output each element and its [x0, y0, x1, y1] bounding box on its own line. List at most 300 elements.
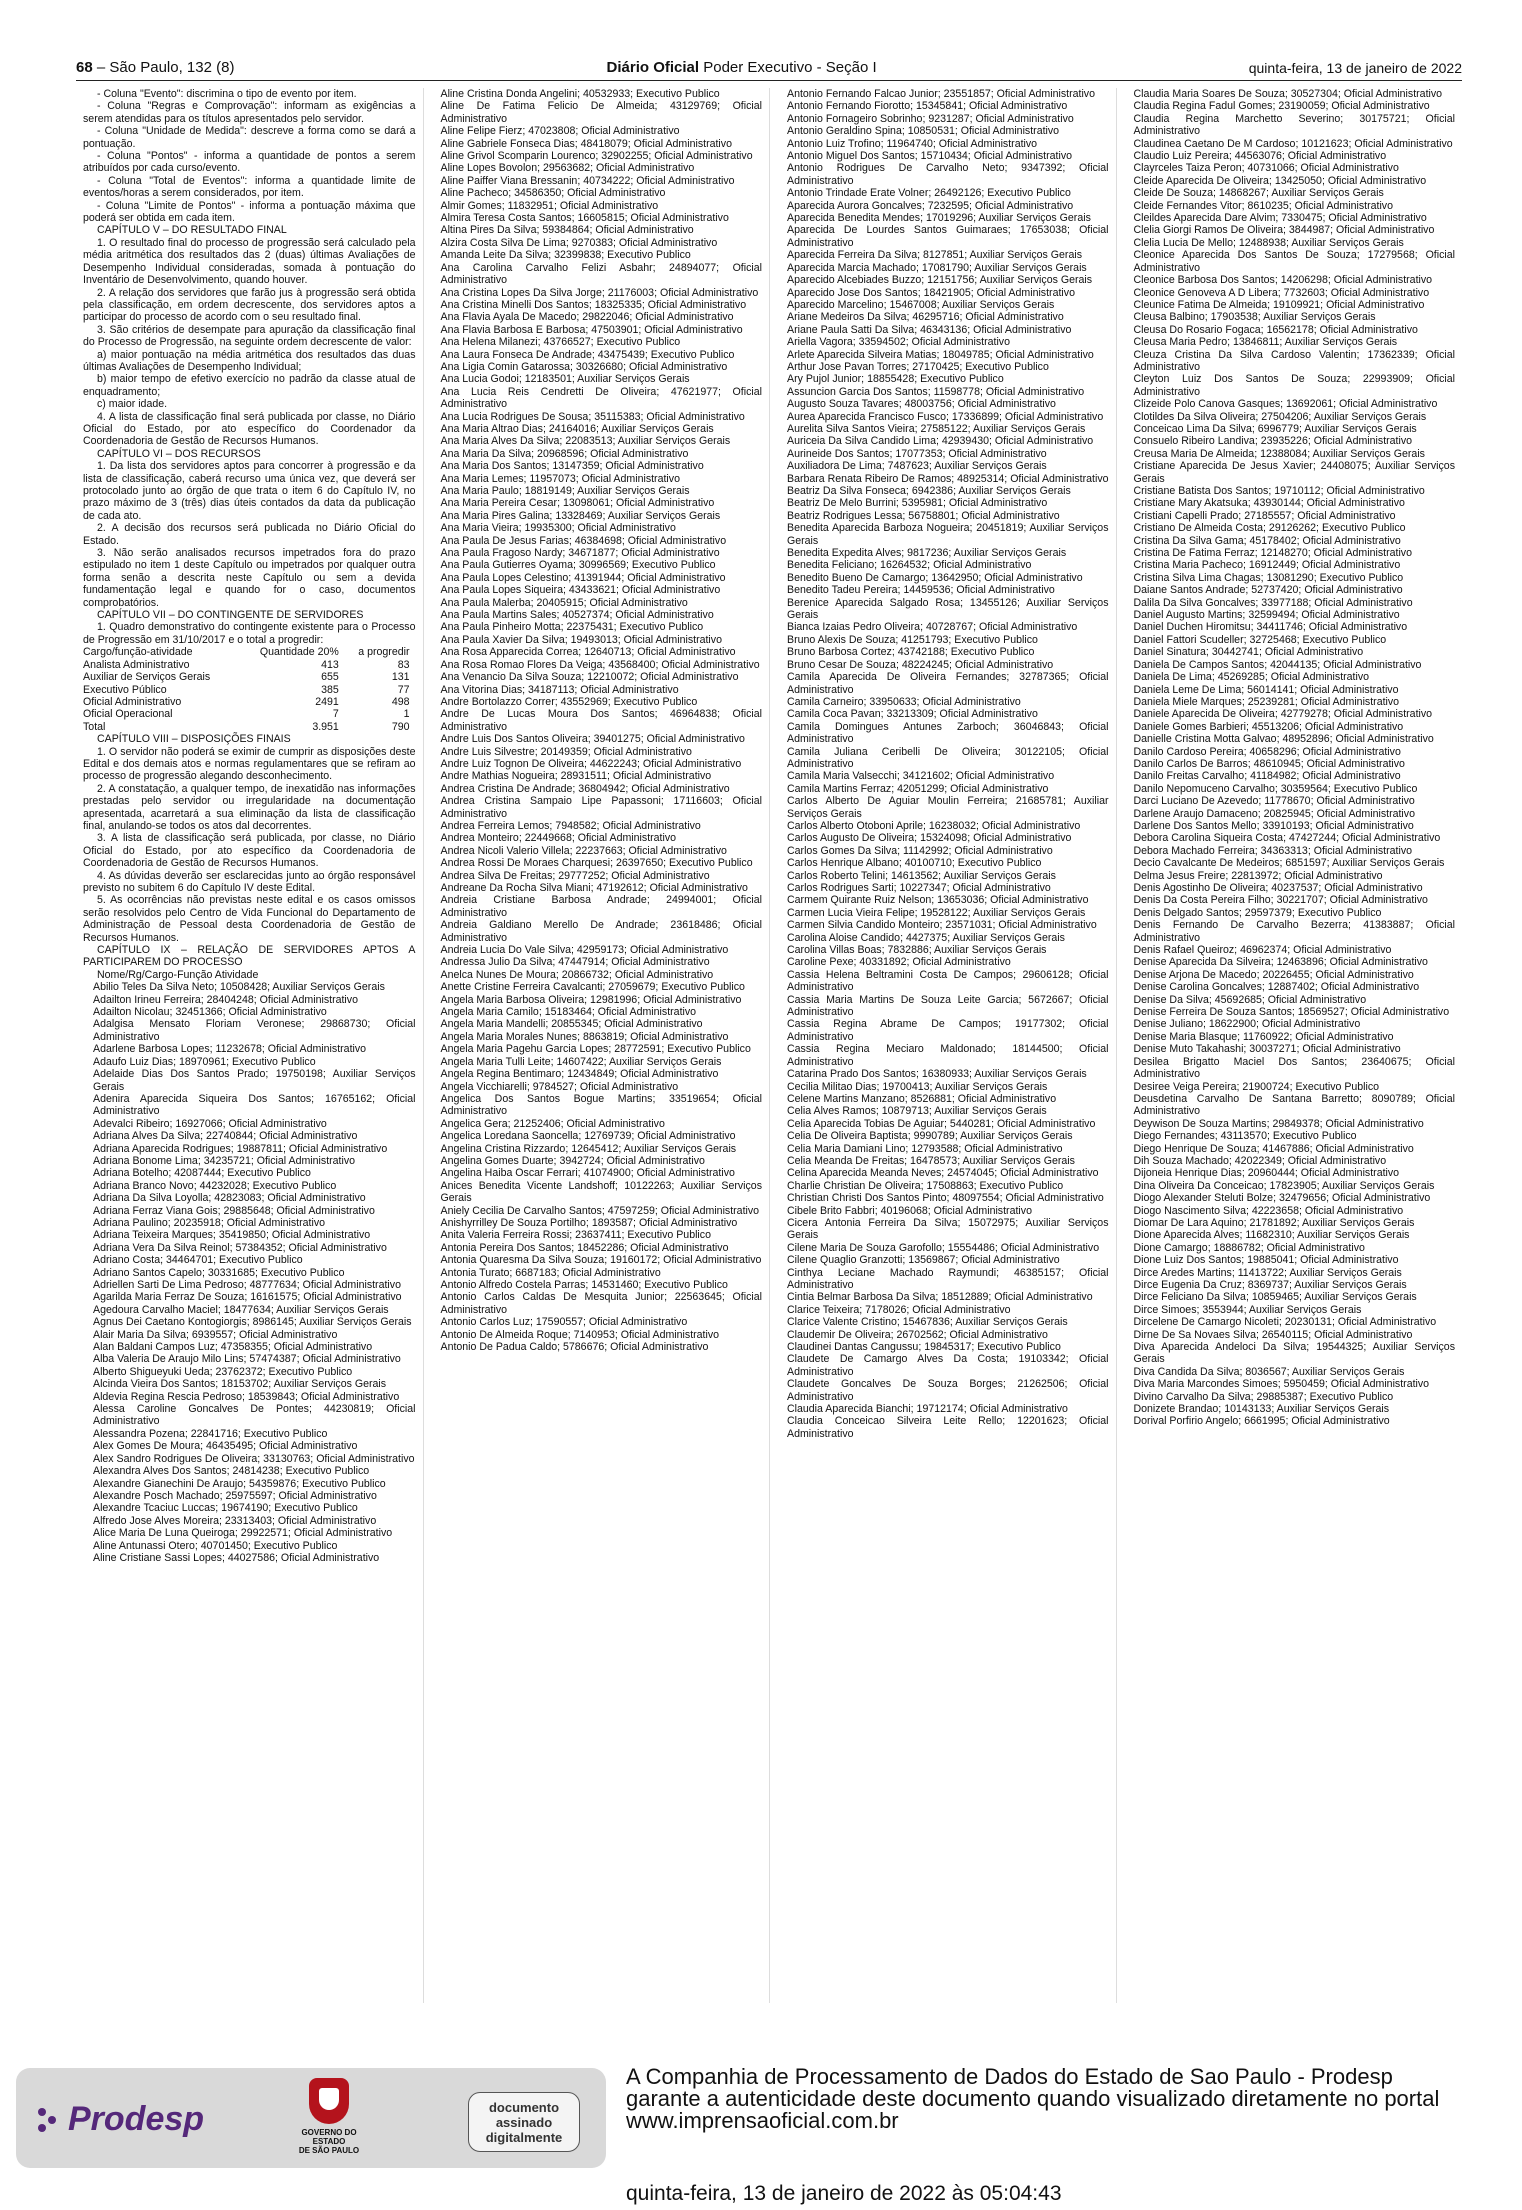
journal-title: Diário Oficial Poder Executivo - Seção I [606, 59, 877, 76]
edital-paragraph: 3. Não serão analisados recursos impetrados fora do prazo estipulado no item 1 deste Capítulo ou impetrados por qualquer outra forma senão a descrita neste Capítulo ou sem a devida fundamentação legal e quando for o caso, documentos comprobatórios. [83, 547, 416, 609]
list-item: Carlos Alberto De Aguiar Moulin Ferreira; 21685781; Auxiliar Serviços Gerais [787, 795, 1109, 820]
list-item: Angelica Loredana Saoncella; 12769739; Oficial Administrativo [440, 1130, 736, 1143]
list-item: Camila Coca Pavan; 33213309; Oficial Administrativo [787, 708, 1038, 721]
list-item: Celia Alves Ramos; 10879713; Auxiliar Serviços Gerais [787, 1105, 1047, 1118]
list-item: Alfredo Jose Alves Moreira; 23313403; Oficial Administrativo [93, 1514, 377, 1527]
list-item: Cleunice Fatima De Almeida; 19109921; Oficial Administrativo [1133, 298, 1425, 311]
list-item: Diogo Alexander Steluti Bolze; 32479656; Oficial Administrativo [1133, 1192, 1431, 1205]
page-number: 68 – São Paulo, 132 (8) [76, 59, 235, 76]
list-item: Assuncion Garcia Dos Santos; 11598778; Oficial Administrativo [787, 385, 1085, 398]
list-item: Cleonice Aparecida Dos Santos De Souza; 17279568; Oficial Administrativo [1133, 249, 1455, 274]
list-item: Adriana Vera Da Silva Reinol; 57384352; Oficial Administrativo [93, 1241, 387, 1254]
list-item: Claudia Conceicao Silveira Leite Rello; 12201623; Oficial Administrativo [787, 1415, 1109, 1440]
list-item: Adriellen Sarti De Lima Pedroso; 48777634; Oficial Administrativo [93, 1279, 401, 1291]
list-item: Denise Juliano; 18622900; Oficial Administrativo [1133, 1018, 1361, 1031]
list-item: Celia De Oliveira Baptista; 9990789; Auxiliar Serviços Gerais [787, 1130, 1073, 1143]
table-cell: 498 [391, 695, 410, 708]
list-item: Alan Baldani Campos Luz; 47358355; Oficial Administrativo [93, 1341, 373, 1354]
list-item: Aparecida Ferreira Da Silva; 8127851; Auxiliar Serviços Gerais [787, 249, 1082, 262]
list-item: Consuelo Ribeiro Landiva; 23935226; Oficial Administrativo [1133, 435, 1413, 448]
list-item: Ana Maria Da Silva; 20968596; Oficial Administrativo [440, 447, 689, 460]
list-item: Adalgisa Mensato Floriam Veronese; 29868730; Oficial Administrativo [93, 1018, 416, 1043]
list-item: Adenira Aparecida Siqueira Dos Santos; 16765162; Oficial Administrativo [93, 1092, 416, 1118]
gov-label: DE SÃO PAULO [298, 2146, 360, 2155]
list-item: Daiane Santos Andrade; 52737420; Oficial Administrativo [1133, 584, 1403, 597]
contingent-table [83, 646, 416, 733]
list-item: Anelca Nunes De Moura; 20866732; Oficial Administrativo [440, 968, 714, 981]
list-item: Alexandre Gianechini De Araujo; 54359876; Executivo Publico [93, 1477, 386, 1490]
table-cell: 655 [321, 671, 339, 684]
list-item: Agnus Dei Caetano Kontogiorgis; 8986145; Auxiliar Serviços Gerais [93, 1316, 412, 1329]
list-item: Dirce Feliciano Da Silva; 10859465; Auxiliar Serviços Gerais [1133, 1291, 1417, 1304]
list-item: Cilene Quaglio Granzotti; 13569867; Oficial Administrativo [787, 1254, 1060, 1267]
list-item: Carlos Roberto Telini; 14613562; Auxiliar Serviços Gerais [787, 869, 1056, 882]
list-item: Ana Paula Malerba; 20405915; Oficial Administrativo [440, 596, 688, 609]
list-item: Berenice Aparecida Salgado Rosa; 13455126; Auxiliar Serviços Gerais [787, 596, 1109, 622]
list-item: Denise Ferreira De Souza Santos; 18569527; Oficial Administrativo [1133, 1006, 1450, 1019]
list-item: Anices Benedita Vicente Landshoff; 10122263; Auxiliar Serviços Gerais [440, 1179, 762, 1205]
table-cell: Oficial Administrativo [83, 695, 182, 708]
list-item: Cleide Aparecida De Oliveira; 13425050; Oficial Administrativo [1133, 174, 1427, 187]
list-item: Denise Carolina Goncalves; 12887402; Oficial Administrativo [1133, 981, 1420, 994]
list-item: Cassia Maria Martins De Souza Leite Garcia; 5672667; Oficial Administrativo [787, 993, 1109, 1019]
list-item: Alzira Costa Silva De Lima; 9270383; Oficial Administrativo [440, 236, 718, 249]
list-item: Antonio De Padua Caldo; 5786676; Oficial Administrativo [440, 1341, 709, 1354]
list-item: Denis Agostinho De Oliveira; 40237537; Oficial Administrativo [1133, 882, 1423, 894]
list-item: Claudete De Camargo Alves Da Costa; 19103342; Oficial Administrativo [787, 1353, 1109, 1378]
list-item: Dorival Porfirio Angelo; 6661995; Oficial Administrativo [1133, 1415, 1390, 1428]
list-item: Dirce Simoes; 3553944; Auxiliar Serviços Gerais [1133, 1303, 1362, 1316]
list-item: Anette Cristine Ferreira Cavalcanti; 27059679; Executivo Publico [440, 981, 745, 994]
edital-paragraph: 1. Da lista dos servidores aptos para concorrer à progressão e da lista de classificação, caberá recurso uma única vez, que deverá ser protocolado junto ao órgão de que trata o item 6 do Capítulo IV, no prazo máximo de 3 (três) dias úteis contados da data da publicação de cada ato. [83, 460, 416, 522]
list-item: Aline Felipe Fierz; 47023808; Oficial Administrativo [440, 125, 680, 138]
list-item: Denis Fernando De Carvalho Bezerra; 41383887; Oficial Administrativo [1133, 919, 1455, 944]
list-item: Alessandra Pozena; 22841716; Executivo Publico [93, 1427, 328, 1440]
edital-paragraph: a) maior pontuação na média aritmética dos resultados das duas últimas Avaliações de Desempenho Individual; [83, 348, 416, 373]
list-item: Danilo Cardoso Pereira; 40658296; Oficial Administrativo [1133, 745, 1401, 758]
list-item: Dijoneia Henrique Dias; 20960444; Oficial Administrativo [1133, 1167, 1400, 1180]
table-cell: 1 [403, 708, 410, 721]
list-item: Claudia Regina Fadul Gomes; 23190059; Oficial Administrativo [1133, 100, 1430, 113]
list-item: Adriana Alves Da Silva; 22740844; Oficial Administrativo [93, 1130, 358, 1143]
list-item: Aparecida Marcia Machado; 17081790; Auxiliar Serviços Gerais [787, 261, 1087, 274]
prodesp-logo [38, 2100, 204, 2139]
list-item: Dih Souza Machado; 42022349; Oficial Administrativo [1133, 1154, 1387, 1167]
list-item: Ana Maria Lemes; 11957073; Oficial Administrativo [440, 472, 680, 485]
list-item: Alessa Caroline Goncalves De Pontes; 44230819; Oficial Administrativo [93, 1403, 416, 1428]
list-item: Dione Luiz Dos Santos; 19885041; Oficial Administrativo [1133, 1254, 1399, 1267]
list-item: Dione Aparecida Alves; 11682310; Auxiliar Serviços Gerais [1133, 1229, 1410, 1242]
list-item: Angela Maria Barbosa Oliveira; 12981996; Oficial Administrativo [440, 993, 742, 1006]
edital-paragraph: 2. A decisão dos recursos será publicada no Diário Oficial do Estado. [83, 522, 416, 547]
list-item: Daniela Leme De Lima; 56014141; Oficial Administrativo [1133, 683, 1399, 696]
list-item: Andressa Julio Da Silva; 47447914; Oficial Administrativo [440, 956, 710, 969]
table-row [83, 721, 416, 733]
list-item: Daniel Sinatura; 30442741; Oficial Administrativo [1133, 646, 1364, 659]
list-item: Angela Vicchiarelli; 9784527; Oficial Administrativo [440, 1080, 679, 1093]
list-item: Carlos Rodrigues Sarti; 10227347; Oficial Administrativo [787, 882, 1051, 894]
list-item: Andre Mathias Nogueira; 28931511; Oficial Administrativo [440, 770, 712, 783]
list-item: Aline Gabriele Fonseca Dias; 48418079; Oficial Administrativo [440, 137, 732, 150]
list-item: Conceicao Lima Da Silva; 6996779; Auxiliar Serviços Gerais [1133, 422, 1417, 435]
table-cell: 7 [332, 708, 339, 721]
list-item: Darlene Dos Santos Mello; 33910193; Oficial Administrativo [1133, 819, 1414, 832]
list-item: Ana Flavia Ayala De Macedo; 29822046; Oficial Administrativo [440, 311, 734, 324]
list-item: Augusto Souza Tavares; 48003756; Oficial Administrativo [787, 398, 1056, 411]
list-item: Andre Luis Silvestre; 20149359; Oficial Administrativo [440, 745, 692, 758]
edital-paragraph: - Coluna "Total de Eventos": informa a quantidade limite de eventos/horas a serem considerados, por item. [83, 174, 416, 200]
list-item: Danielle Cristina Motta Galvao; 48952896; Oficial Administrativo [1133, 733, 1434, 746]
list-item: Ana Paula Xavier Da Silva; 19493013; Oficial Administrativo [440, 633, 722, 646]
list-item: Adriana Branco Novo; 44232028; Executivo Publico [93, 1179, 337, 1192]
list-item: Donizete Brandao; 10143133; Auxiliar Serviços Gerais [1133, 1403, 1390, 1416]
list-item: Dina Oliveira Da Conceicao; 17823905; Auxiliar Serviços Gerais [1133, 1179, 1435, 1192]
list-item: Auxiliadora De Lima; 7487623; Auxiliar Serviços Gerais [787, 460, 1047, 473]
list-item: Antonia Quaresma Da Silva Souza; 19160172; Oficial Administrativo [440, 1254, 762, 1267]
sao-paulo-seal-icon [309, 2078, 349, 2124]
page-header [76, 50, 1462, 76]
table-cell: 385 [321, 683, 339, 696]
digital-signature-stamp: documento assinado digitalmente [468, 2092, 580, 2152]
list-item: Aparecido Jose Dos Santos; 18421905; Oficial Administrativo [787, 286, 1075, 299]
list-item: Ana Laura Fonseca De Andrade; 43475439; Executivo Publico [440, 348, 735, 361]
list-item: Abilio Teles Da Silva Neto; 10508428; Auxiliar Serviços Gerais [93, 981, 385, 994]
list-item: Bruno Barbosa Cortez; 43742188; Executivo Publico [787, 646, 1035, 659]
list-item: Adaufo Luiz Dias; 18970961; Executivo Publico [93, 1055, 316, 1068]
list-item: Ana Paula Fragoso Nardy; 34671877; Oficial Administrativo [440, 547, 720, 560]
list-item: Angelina Gomes Duarte; 3942724; Oficial Administrativo [440, 1154, 705, 1167]
table-cell: Total [83, 720, 106, 733]
list-item: Dalila Da Silva Goncalves; 33977188; Oficial Administrativo [1133, 596, 1413, 609]
list-item: Cristiane Batista Dos Santos; 19710112; Oficial Administrativo [1133, 485, 1425, 497]
list-item: Andrea Rossi De Moraes Charquesi; 26397650; Executivo Publico [440, 857, 753, 870]
edital-paragraph: CAPÍTULO VIII – DISPOSIÇÕES FINAIS [97, 733, 291, 746]
list-item: Carlos Gomes Da Silva; 11142992; Oficial Administrativo [787, 844, 1053, 857]
list-item: Darci Luciano De Azevedo; 11778670; Oficial Administrativo [1133, 795, 1415, 808]
list-item: Ana Lucia Rodrigues De Sousa; 35115383; Oficial Administrativo [440, 410, 745, 423]
list-item: Denise Muto Takahashi; 30037271; Oficial Administrativo [1133, 1043, 1401, 1056]
list-item: Clelia Giorgi Ramos De Oliveira; 3844987; Oficial Administrativo [1133, 224, 1435, 237]
list-item: Angelina Cristina Rizzardo; 12645412; Auxiliar Serviços Gerais [440, 1142, 737, 1155]
list-item: Cristina De Fatima Ferraz; 12148270; Oficial Administrativo [1133, 547, 1412, 560]
list-item: Ana Maria Pereira Cesar; 13098061; Oficial Administrativo [440, 497, 715, 510]
gov-label: GOVERNO DO ESTADO [301, 2128, 357, 2146]
list-item: Ary Pujol Junior; 18855428; Executivo Publico [787, 373, 1004, 386]
list-item: Alex Sandro Rodrigues De Oliveira; 33130763; Oficial Administrativo [93, 1452, 415, 1465]
issue-date: quinta-feira, 13 de janeiro de 2022 [1248, 60, 1462, 76]
table-cell: 77 [397, 683, 410, 696]
list-item: Angelica Gera; 21252406; Oficial Administrativo [440, 1117, 665, 1130]
list-item: Debora Carolina Siqueira Costa; 47427244; Oficial Administrativo [1133, 832, 1441, 845]
list-item: Aline Antunassi Otero; 40701450; Executivo Publico [93, 1539, 338, 1552]
list-item: Carolina Villas Boas; 7832886; Auxiliar Serviços Gerais [787, 944, 1047, 957]
edital-paragraph: 4. As dúvidas deverão ser esclarecidas junto ao órgão responsável previsto no subitem 6 do Capítulo IV deste Edital. [83, 869, 416, 894]
list-item: Debora Machado Ferreira; 34363313; Oficial Administrativo [1133, 844, 1413, 857]
prodesp-logo-text: Prodesp [68, 2100, 205, 2138]
list-item: Cinthya Leciane Machado Raymundi; 46385157; Oficial Administrativo [787, 1266, 1109, 1291]
list-item: Daniela De Campos Santos; 42044135; Oficial Administrativo [1133, 658, 1422, 671]
list-item: Diego Fernandes; 43113570; Executivo Publico [1133, 1130, 1357, 1143]
edital-paragraph: c) maior idade. [97, 398, 168, 411]
list-item: Aline Cristina Donda Angelini; 40532933; Executivo Publico [440, 88, 720, 100]
list-item: Ana Cristina Lopes Da Silva Jorge; 21176003; Oficial Administrativo [440, 286, 759, 299]
list-item: Cristina Da Silva Gama; 45178402; Oficial Administrativo [1133, 534, 1401, 547]
list-item: Auriceia Da Silva Candido Lima; 42939430; Oficial Administrativo [787, 435, 1094, 448]
list-item: Aparecida Benedita Mendes; 17019296; Auxiliar Serviços Gerais [787, 212, 1091, 225]
list-item: Beatriz Da Silva Fonseca; 6942386; Auxiliar Serviços Gerais [787, 485, 1071, 497]
list-item: Andrea Cristina De Andrade; 36804942; Oficial Administrativo [440, 782, 730, 795]
list-item: Benedito Bueno De Camargo; 13642950; Oficial Administrativo [787, 571, 1083, 584]
table-row [83, 671, 416, 683]
edital-paragraph: CAPÍTULO VII – DO CONTINGENTE DE SERVIDORES [97, 609, 364, 622]
list-item: Claudemir De Oliveira; 26702562; Oficial Administrativo [787, 1328, 1048, 1341]
list-item: Ariane Paula Satti Da Silva; 46343136; Oficial Administrativo [787, 323, 1072, 336]
list-item: Aurelita Silva Santos Vieira; 27585122; Auxiliar Serviços Gerais [787, 422, 1086, 435]
list-item: Ana Flavia Barbosa E Barbosa; 47503901; Oficial Administrativo [440, 323, 743, 336]
list-item: Aline Pacheco; 34586350; Oficial Administrativo [440, 187, 666, 200]
list-item: Ana Paula De Jesus Farias; 46384698; Oficial Administrativo [440, 534, 727, 547]
list-item: Andre Bortolazzo Correr; 43552969; Executivo Publico [440, 695, 698, 708]
list-item: Caroline Pexe; 40331892; Oficial Administrativo [787, 956, 1011, 969]
table-cell: 3.951 [312, 720, 339, 733]
edital-paragraph: - Coluna "Unidade de Medida": descreve a forma como se dará a pontuação. [83, 125, 416, 150]
list-item: Daniel Fattori Scudeller; 32725468; Executivo Publico [1133, 633, 1387, 646]
list-item: Ana Paula Lopes Celestino; 41391944; Oficial Administrativo [440, 571, 726, 584]
list-item: Claudinei Dantas Cangussu; 19845317; Executivo Publico [787, 1341, 1061, 1354]
list-item: Ana Maria Vieira; 19935300; Oficial Administrativo [440, 522, 676, 535]
list-item: Desiree Veiga Pereira; 21900724; Executivo Publico [1133, 1080, 1380, 1093]
list-item: Ana Helena Milanezi; 43766527; Executivo Publico [440, 336, 681, 349]
list-item: Claudinea Caetano De M Cardoso; 10121623; Oficial Administrativo [1133, 137, 1453, 150]
list-item: Clarice Valente Cristino; 15467836; Auxiliar Serviços Gerais [787, 1316, 1068, 1329]
list-item: Claudia Regina Marchetto Severino; 30175721; Oficial Administrativo [1133, 112, 1455, 138]
list-item: Andrea Nicoli Valerio Villela; 22237663; Oficial Administrativo [440, 844, 727, 857]
list-item: Andreia Cristiane Barbosa Andrade; 24994001; Oficial Administrativo [440, 894, 762, 919]
list-item: Antonio Trindade Erate Volner; 26492126; Executivo Publico [787, 187, 1071, 200]
list-item: Andre Luis Dos Santos Oliveira; 39401275; Oficial Administrativo [440, 733, 745, 746]
list-item: Denise Aparecida Da Silveira; 12463896; Oficial Administrativo [1133, 956, 1428, 969]
list-item: Ana Maria Pires Galina; 13328469; Auxiliar Serviços Gerais [440, 509, 721, 522]
list-item: Angela Maria Mandelli; 20855345; Oficial Administrativo [440, 1018, 703, 1031]
list-item: Danilo Freitas Carvalho; 41184982; Oficial Administrativo [1133, 770, 1401, 783]
list-item: Cristiane Aparecida De Jesus Xavier; 24408075; Auxiliar Serviços Gerais [1133, 460, 1455, 485]
edital-paragraph: 3. A lista de classificação será publicada, por classe, no Diário Oficial do Estado, por ato específico da Coordenadoria de Coordenadoria de Gestão de Recursos Humanos. [83, 832, 416, 870]
government-seal [284, 2078, 374, 2155]
list-item: Daniela De Lima; 45269285; Oficial Administrativo [1133, 671, 1370, 684]
table-cell: 83 [397, 658, 410, 671]
edital-paragraph: - Coluna "Evento": discrimina o tipo de evento por item. [97, 88, 357, 100]
list-item: Anita Valeria Ferreira Rossi; 23637411; Executivo Publico [440, 1229, 711, 1242]
list-item: Ana Carolina Carvalho Felizi Asbahr; 24894077; Oficial Administrativo [440, 261, 762, 287]
edital-paragraph: 1. O servidor não poderá se eximir de cumprir as disposições deste Edital e dos demais atos e normas regulamentares que se refiram ao processo de progressão alegando desconhecimento. [83, 745, 416, 783]
list-item: Andre De Lucas Moura Dos Santos; 46964838; Oficial Administrativo [440, 708, 762, 733]
list-item: Benedito Tadeu Pereira; 14459536; Oficial Administrativo [787, 584, 1055, 597]
list-item: Denise Da Silva; 45692685; Oficial Administrativo [1133, 993, 1367, 1006]
list-item: Adriano Santos Capelo; 30331685; Executivo Publico [93, 1266, 345, 1279]
list-item: Carlos Augusto De Oliveira; 15324098; Oficial Administrativo [787, 832, 1072, 845]
list-item: Diva Aparecida Andeloci Da Silva; 19544325; Auxiliar Serviços Gerais [1133, 1341, 1455, 1366]
list-item: Ana Maria Paulo; 18819149; Auxiliar Serviços Gerais [440, 485, 690, 497]
list-item: Cristiane Mary Akatsuka; 43930144; Oficial Administrativo [1133, 497, 1405, 510]
list-item: Daniela Miele Marques; 25239281; Oficial Administrativo [1133, 695, 1400, 708]
list-item: Aline Paiffer Viana Bressanin; 40734222; Oficial Administrativo [440, 174, 735, 187]
list-item: Denise Arjona De Macedo; 20226455; Oficial Administrativo [1133, 968, 1414, 981]
table-row [83, 684, 416, 696]
list-item: Diva Maria Marcondes Simoes; 5950459; Oficial Administrativo [1133, 1378, 1430, 1391]
table-cell: Executivo Público [83, 683, 167, 696]
list-item: Benedita Expedita Alves; 9817236; Auxiliar Serviços Gerais [787, 547, 1067, 560]
list-item: Adevalci Ribeiro; 16927066; Oficial Administrativo [93, 1117, 327, 1130]
list-item: Catarina Prado Dos Santos; 16380933; Auxiliar Serviços Gerais [787, 1068, 1087, 1081]
list-item: Andreia Galdiano Merello De Andrade; 23618486; Oficial Administrativo [440, 919, 762, 944]
list-item: Antonio Rodrigues De Carvalho Neto; 9347392; Oficial Administrativo [787, 162, 1109, 187]
list-item: Danilo Carlos De Barros; 48610945; Oficial Administrativo [1133, 757, 1405, 770]
list-item: Camila Aparecida De Oliveira Fernandes; 32787365; Oficial Administrativo [787, 671, 1109, 696]
list-item: Creusa Maria De Almeida; 12388084; Auxiliar Serviços Gerais [1133, 447, 1425, 460]
list-item: Ana Venancio Da Silva Souza; 12210072; Oficial Administrativo [440, 671, 739, 684]
list-item: Denis Rafael Queiroz; 46962374; Oficial Administrativo [1133, 944, 1392, 957]
list-item: Cicera Antonia Ferreira Da Silva; 15072975; Auxiliar Serviços Gerais [787, 1216, 1109, 1242]
list-item: Cilene Maria De Souza Garofollo; 15554486; Oficial Administrativo [787, 1241, 1100, 1254]
list-item: Alexandra Alves Dos Santos; 24814238; Executivo Publico [93, 1465, 370, 1478]
list-item: Aline Lopes Bovolon; 29563682; Oficial Administrativo [440, 162, 695, 175]
list-item: Denis Da Costa Pereira Filho; 30221707; Oficial Administrativo [1133, 894, 1428, 907]
list-item: Bianca Izaias Pedro Oliveira; 40728767; Oficial Administrativo [787, 621, 1078, 634]
column-4 [1116, 88, 1463, 2003]
list-item: Delma Jesus Freire; 22813972; Oficial Administrativo [1133, 869, 1383, 882]
list-item: Cristiano De Almeida Costa; 29126262; Executivo Publico [1133, 522, 1406, 535]
list-item: Almir Gomes; 11832951; Oficial Administrativo [440, 199, 659, 212]
list-item: Antonio De Almeida Roque; 7140953; Oficial Administrativo [440, 1328, 720, 1341]
list-item: Cleuza Cristina Da Silva Cardoso Valentin; 17362339; Oficial Administrativo [1133, 348, 1455, 373]
list-item: Ana Paula Lopes Siqueira; 43433621; Oficial Administrativo [440, 584, 721, 597]
list-item: Carlos Henrique Albano; 40100710; Executivo Publico [787, 857, 1042, 870]
list-item: Antonio Geraldino Spina; 10850531; Oficial Administrativo [787, 125, 1060, 138]
list-item: Alba Valeria De Araujo Milo Lins; 57474387; Oficial Administrativo [93, 1353, 401, 1366]
table-cell: 413 [321, 658, 339, 671]
list-item: Bruno Alexis De Souza; 41251793; Executivo Publico [787, 633, 1038, 646]
edital-paragraph: 1. Quadro demonstrativo do contingente existente para o Processo de Progressão em 31/10/2017 e o total a progredir: [83, 621, 416, 646]
list-item: Celia Aparecida Tobias De Aguiar; 5440281; Oficial Administrativo [787, 1117, 1096, 1130]
list-item: Cleide Fernandes Vitor; 8610235; Oficial Administrativo [1133, 199, 1393, 212]
list-item: Adailton Nicolau; 32451366; Oficial Administrativo [93, 1006, 327, 1019]
list-item: Carmen Lucia Vieira Felipe; 19528122; Auxiliar Serviços Gerais [787, 906, 1086, 919]
list-item: Ariane Medeiros Da Silva; 46295716; Oficial Administrativo [787, 311, 1064, 324]
list-item: Cintia Belmar Barbosa Da Silva; 18512889; Oficial Administrativo [787, 1291, 1093, 1304]
edital-paragraph: 2. A relação dos servidores que farão jus à progressão será obtida pela classificação, em ordem decrescente, dos servidores aptos a participar do processo de acordo com o seu resultado final. [83, 286, 416, 324]
list-item: Danilo Nepomuceno Carvalho; 30359564; Executivo Publico [1133, 782, 1418, 795]
list-item: Adriana Da Silva Loyolla; 42823083; Oficial Administrativo [93, 1192, 366, 1205]
list-item: Angelica Dos Santos Bogue Martins; 33519654; Oficial Administrativo [440, 1092, 762, 1118]
list-item: Cecilia Militao Dias; 19700413; Auxiliar Serviços Gerais [787, 1080, 1048, 1093]
list-item: Claudio Luiz Pereira; 44563076; Oficial Administrativo [1133, 150, 1387, 163]
list-item: Cleonice Genoveva A D Libera; 7732603; Oficial Administrativo [1133, 286, 1430, 299]
list-item: Ana Lucia Godoi; 12183501; Auxiliar Serviços Gerais [440, 373, 690, 386]
authenticity-notice: A Companhia de Processamento de Dados do Estado de Sao Paulo - Prodesp garante a autenticidade deste documento quando visualizado diretamente no portal www.imprensaoficial.com.br [626, 2064, 1440, 2133]
list-item: Clotildes Da Silva Oliveira; 27504206; Auxiliar Serviços Gerais [1133, 410, 1427, 423]
table-row [83, 696, 416, 708]
list-item: Claudia Aparecida Bianchi; 19712174; Oficial Administrativo [787, 1403, 1068, 1416]
table-cell: 2491 [315, 695, 339, 708]
list-item: Celina Aparecida Meanda Neves; 24574045; Oficial Administrativo [787, 1167, 1099, 1180]
list-item: Amanda Leite Da Silva; 32399838; Executivo Publico [440, 249, 691, 262]
list-item: Dircelene De Camargo Nicoleti; 20230131; Oficial Administrativo [1133, 1316, 1437, 1329]
list-item: Ana Maria Dos Santos; 13147359; Oficial Administrativo [440, 460, 704, 473]
list-item: Deywison De Souza Martins; 29849378; Oficial Administrativo [1133, 1117, 1424, 1130]
list-item: Agarilda Maria Ferraz De Souza; 16161575; Oficial Administrativo [93, 1291, 402, 1304]
list-item: Cassia Helena Beltramini Costa De Campos; 29606128; Oficial Administrativo [787, 968, 1109, 994]
list-item: Diego Henrique De Souza; 41467886; Oficial Administrativo [1133, 1142, 1414, 1155]
list-item: Arthur Jose Pavan Torres; 27170425; Executivo Publico [787, 360, 1049, 373]
table-header: Quantidade 20% [259, 646, 339, 659]
list-item: Andreane Da Rocha Silva Miani; 47192612; Oficial Administrativo [440, 882, 748, 894]
list-item: Clarice Teixeira; 7178026; Oficial Administrativo [787, 1303, 1011, 1316]
list-item: Daniele Aparecida De Oliveira; 42779278; Oficial Administrativo [1133, 708, 1433, 721]
list-item: Alice Maria De Luna Queiroga; 29922571; Oficial Administrativo [93, 1527, 393, 1540]
header-divider [76, 80, 1462, 81]
list-item: Adriana Teixeira Marques; 35419850; Oficial Administrativo [93, 1229, 371, 1242]
list-item: Decio Cavalcante De Medeiros; 6851597; Auxiliar Serviços Gerais [1133, 857, 1445, 870]
list-item: Cleusa Do Rosario Fogaca; 16562178; Oficial Administrativo [1133, 323, 1418, 336]
list-item: Camila Maria Valsecchi; 34121602; Oficial Administrativo [787, 770, 1055, 783]
list-item: Aline De Fatima Felicio De Almeida; 43129769; Oficial Administrativo [440, 100, 762, 125]
list-item: Andrea Silva De Freitas; 29777252; Oficial Administrativo [440, 869, 710, 882]
list-item: Dione Camargo; 18886782; Oficial Administrativo [1133, 1241, 1365, 1254]
list-item: Dirce Aredes Martins; 11413722; Auxiliar Serviços Gerais [1133, 1266, 1402, 1279]
list-item: Dirne De Sa Novaes Silva; 26540115; Oficial Administrativo [1133, 1328, 1413, 1341]
list-item: Aline Grivol Scomparin Lourenco; 32902255; Oficial Administrativo [440, 150, 753, 163]
list-item: Aldevia Regina Rescia Pedroso; 18539843; Oficial Administrativo [93, 1390, 400, 1403]
list-item: Deusdetina Carvalho De Santana Barretto; 8090789; Oficial Administrativo [1133, 1092, 1455, 1118]
list-item: Bruno Cesar De Souza; 48224245; Oficial Administrativo [787, 658, 1054, 671]
table-cell: Analista Administrativo [83, 658, 190, 671]
list-item: Antonio Alfredo Costela Parras; 14531460; Executivo Publico [440, 1279, 728, 1291]
list-item: Adriana Paulino; 20235918; Oficial Administrativo [93, 1216, 326, 1229]
list-item: Angelina Haiba Oscar Ferrari; 41074900; Oficial Administrativo [440, 1167, 735, 1180]
list-item: Beatriz De Melo Burrini; 5395981; Oficial Administrativo [787, 497, 1048, 510]
list-item: Ana Ligia Comin Gatarossa; 30326680; Oficial Administrativo [440, 360, 728, 373]
edital-paragraph: 3. São critérios de desempate para apuração da classificação final do Processo de Progressão, na seguinte ordem decrescente de valor: [83, 323, 416, 349]
list-item: Barbara Renata Ribeiro De Ramos; 48925314; Oficial Administrativo [787, 472, 1109, 485]
list-item: Agedoura Carvalho Maciel; 18477634; Auxiliar Serviços Gerais [93, 1303, 389, 1316]
list-item: Ana Maria Alves Da Silva; 22083513; Auxiliar Serviços Gerais [440, 435, 731, 448]
list-item: Carmen Silvia Candido Monteiro; 23571031; Oficial Administrativo [787, 919, 1097, 932]
table-row [83, 659, 416, 671]
list-item: Antonio Carlos Luz; 17590557; Oficial Administrativo [440, 1316, 688, 1329]
list-item: Ana Lucia Reis Cendretti De Oliveira; 47621977; Oficial Administrativo [440, 385, 762, 411]
list-item: Alex Gomes De Moura; 46435495; Oficial Administrativo [93, 1440, 358, 1453]
list-item: Ana Maria Altrao Dias; 24164016; Auxiliar Serviços Gerais [440, 422, 714, 435]
list-item: Ana Paula Martins Sales; 40527374; Oficial Administrativo [440, 609, 714, 622]
edital-paragraph: CAPÍTULO IX – RELAÇÃO DE SERVIDORES APTOS A PARTICIPAREM DO PROCESSO [83, 944, 416, 969]
list-item: Celene Martins Manzano; 8526881; Oficial Administrativo [787, 1092, 1057, 1105]
list-item: Cristiani Capelli Prado; 27185557; Oficial Administrativo [1133, 509, 1396, 522]
list-item: Charlie Christian De Oliveira; 17508863; Executivo Publico [787, 1179, 1064, 1192]
list-item: Andrea Ferreira Lemos; 7948582; Oficial Administrativo [440, 819, 701, 832]
list-item: Benedita Aparecida Barboza Nogueira; 20451819; Auxiliar Serviços Gerais [787, 522, 1109, 547]
list-item: Cleide De Souza; 14868267; Auxiliar Serviços Gerais [1133, 187, 1384, 200]
list-item: Camila Martins Ferraz; 42051299; Oficial Administrativo [787, 782, 1049, 795]
list-item: Angela Maria Morales Nunes; 8863819; Oficial Administrativo [440, 1030, 729, 1043]
list-item: Aparecido Marcelino; 15467008; Auxiliar Serviços Gerais [787, 298, 1055, 311]
list-item: Ana Rosa Apparecida Correa; 12640713; Oficial Administrativo [440, 646, 736, 659]
table-header: Cargo/função-atividade [83, 646, 193, 659]
list-item: Adriana Aparecida Rodrigues; 19887811; Oficial Administrativo [93, 1142, 388, 1155]
list-item: Antonio Fornageiro Sobrinho; 9231287; Oficial Administrativo [787, 112, 1074, 125]
edital-paragraph: CAPÍTULO VI – DOS RECURSOS [97, 447, 261, 460]
list-item: Antonia Pereira Dos Santos; 18452286; Oficial Administrativo [440, 1241, 729, 1254]
list-item: Dirce Eugenia Da Cruz; 8369737; Auxiliar Serviços Gerais [1133, 1279, 1407, 1291]
